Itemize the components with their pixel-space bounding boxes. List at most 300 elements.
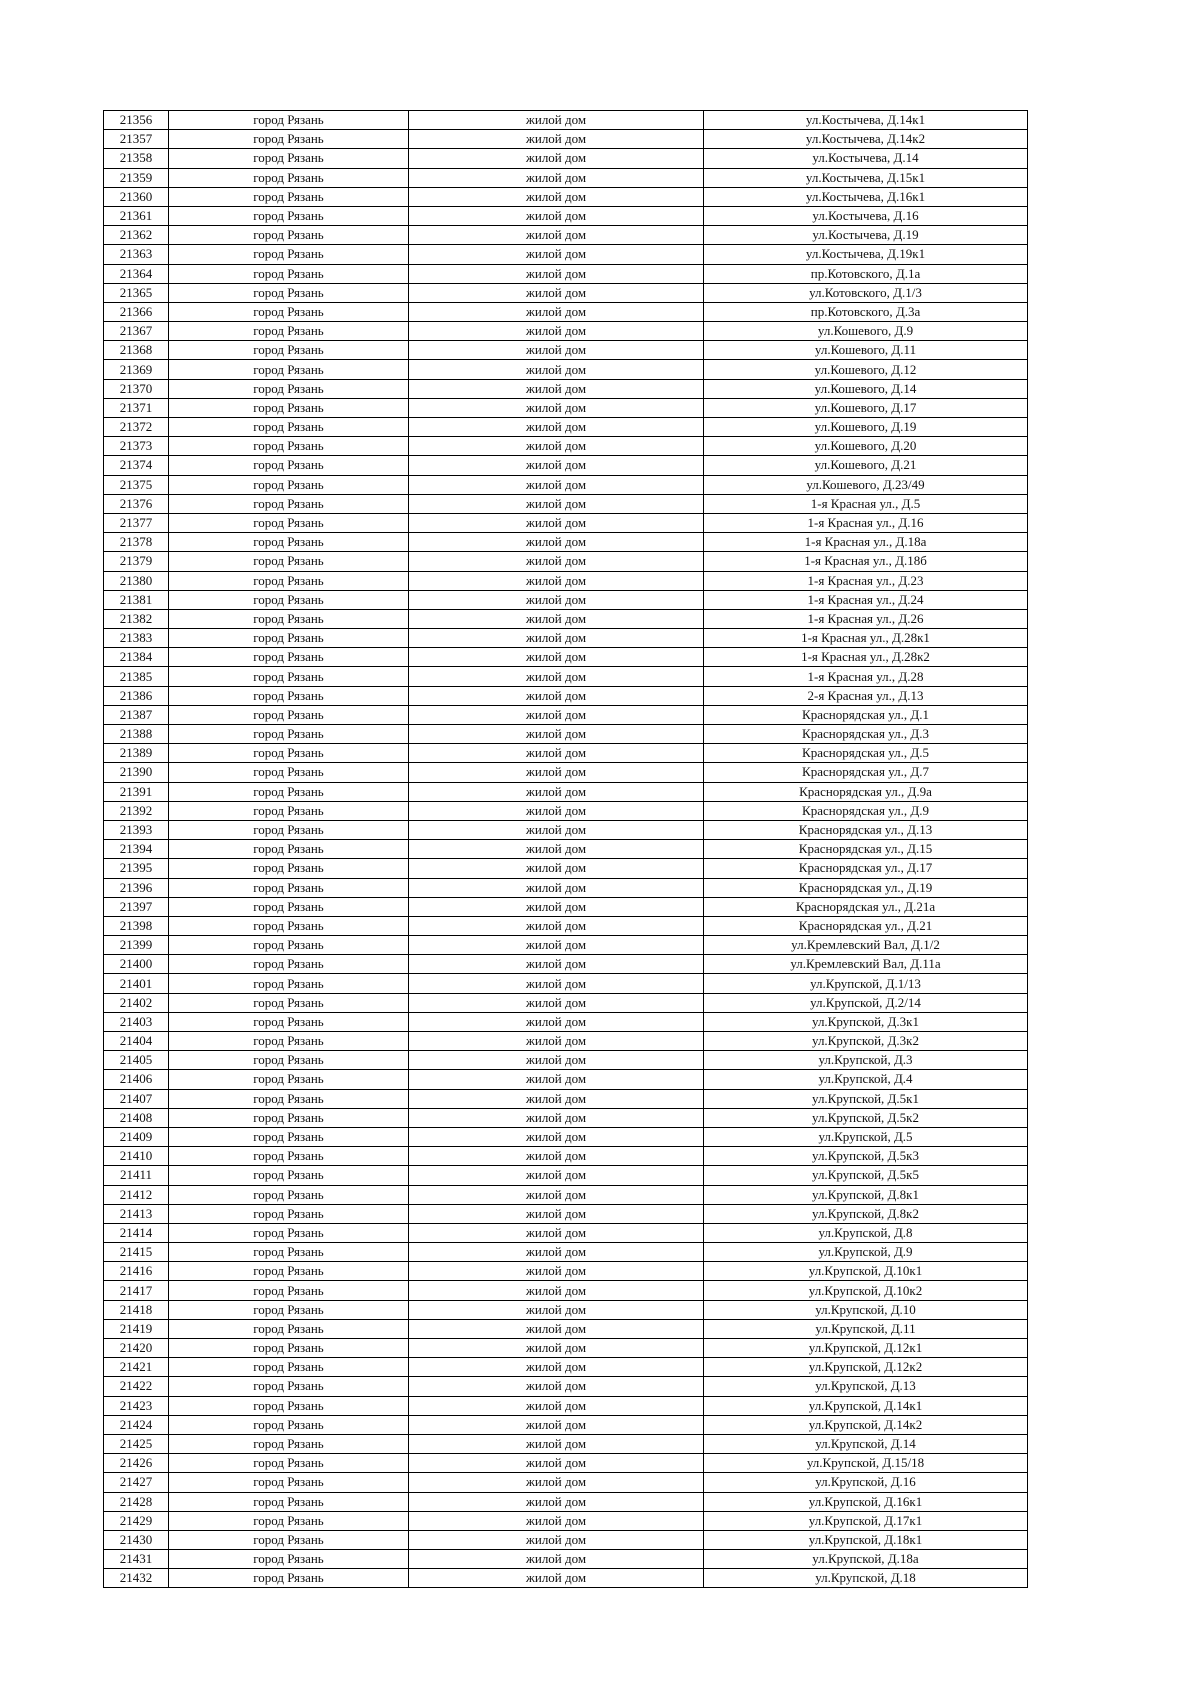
row-number-cell: 21422 — [104, 1377, 169, 1396]
city-cell: город Рязань — [169, 1223, 409, 1242]
row-number-cell: 21357 — [104, 130, 169, 149]
object-type-cell: жилой дом — [409, 187, 704, 206]
object-type-cell: жилой дом — [409, 456, 704, 475]
address-cell: ул.Крупской, Д.5к5 — [704, 1166, 1028, 1185]
city-cell: город Рязань — [169, 111, 409, 130]
address-cell: ул.Крупской, Д.16 — [704, 1473, 1028, 1492]
table-row — [104, 1319, 1028, 1338]
row-number-cell: 21371 — [104, 398, 169, 417]
table-row — [104, 1511, 1028, 1530]
row-number-cell: 21425 — [104, 1434, 169, 1453]
row-number-cell: 21402 — [104, 993, 169, 1012]
object-type-cell: жилой дом — [409, 1550, 704, 1569]
address-registry-table — [103, 110, 1028, 1588]
table-row — [104, 418, 1028, 437]
city-cell: город Рязань — [169, 302, 409, 321]
object-type-cell: жилой дом — [409, 1166, 704, 1185]
table-row — [104, 283, 1028, 302]
row-number-cell: 21366 — [104, 302, 169, 321]
city-cell: город Рязань — [169, 1147, 409, 1166]
object-type-cell: жилой дом — [409, 1262, 704, 1281]
city-cell: город Рязань — [169, 398, 409, 417]
city-cell: город Рязань — [169, 1300, 409, 1319]
object-type-cell: жилой дом — [409, 820, 704, 839]
address-cell: 1-я Красная ул., Д.18а — [704, 533, 1028, 552]
table-row — [104, 322, 1028, 341]
table-row — [104, 801, 1028, 820]
table-row — [104, 1415, 1028, 1434]
object-type-cell: жилой дом — [409, 111, 704, 130]
address-cell: ул.Котовского, Д.1/3 — [704, 283, 1028, 302]
object-type-cell: жилой дом — [409, 1511, 704, 1530]
address-cell: Краснорядская ул., Д.9а — [704, 782, 1028, 801]
table-row — [104, 878, 1028, 897]
object-type-cell: жилой дом — [409, 878, 704, 897]
table-row — [104, 1166, 1028, 1185]
city-cell: город Рязань — [169, 571, 409, 590]
row-number-cell: 21415 — [104, 1243, 169, 1262]
object-type-cell: жилой дом — [409, 974, 704, 993]
object-type-cell: жилой дом — [409, 168, 704, 187]
object-type-cell: жилой дом — [409, 801, 704, 820]
row-number-cell: 21427 — [104, 1473, 169, 1492]
city-cell: город Рязань — [169, 283, 409, 302]
object-type-cell: жилой дом — [409, 1434, 704, 1453]
row-number-cell: 21413 — [104, 1204, 169, 1223]
table-row — [104, 437, 1028, 456]
object-type-cell: жилой дом — [409, 552, 704, 571]
address-cell: ул.Костычева, Д.19к1 — [704, 245, 1028, 264]
row-number-cell: 21399 — [104, 936, 169, 955]
object-type-cell: жилой дом — [409, 418, 704, 437]
city-cell: город Рязань — [169, 1492, 409, 1511]
city-cell: город Рязань — [169, 1396, 409, 1415]
table-row — [104, 936, 1028, 955]
object-type-cell: жилой дом — [409, 341, 704, 360]
table-row — [104, 1108, 1028, 1127]
city-cell: город Рязань — [169, 955, 409, 974]
object-type-cell: жилой дом — [409, 475, 704, 494]
address-cell: Краснорядская ул., Д.3 — [704, 725, 1028, 744]
row-number-cell: 21391 — [104, 782, 169, 801]
row-number-cell: 21383 — [104, 629, 169, 648]
address-cell: ул.Крупской, Д.18к1 — [704, 1530, 1028, 1549]
city-cell: город Рязань — [169, 993, 409, 1012]
table-body — [104, 111, 1028, 1588]
row-number-cell: 21380 — [104, 571, 169, 590]
address-cell: ул.Кошевого, Д.14 — [704, 379, 1028, 398]
row-number-cell: 21374 — [104, 456, 169, 475]
address-cell: ул.Крупской, Д.5 — [704, 1127, 1028, 1146]
city-cell: город Рязань — [169, 1127, 409, 1146]
row-number-cell: 21429 — [104, 1511, 169, 1530]
table-row — [104, 1223, 1028, 1242]
table-row — [104, 264, 1028, 283]
object-type-cell: жилой дом — [409, 1530, 704, 1549]
object-type-cell: жилой дом — [409, 149, 704, 168]
row-number-cell: 21377 — [104, 513, 169, 532]
table-row — [104, 763, 1028, 782]
object-type-cell: жилой дом — [409, 840, 704, 859]
object-type-cell: жилой дом — [409, 130, 704, 149]
address-cell: ул.Кремлевский Вал, Д.1/2 — [704, 936, 1028, 955]
table-row — [104, 609, 1028, 628]
table-row — [104, 1339, 1028, 1358]
city-cell: город Рязань — [169, 1511, 409, 1530]
city-cell: город Рязань — [169, 1204, 409, 1223]
object-type-cell: жилой дом — [409, 686, 704, 705]
object-type-cell: жилой дом — [409, 648, 704, 667]
address-cell: 1-я Красная ул., Д.24 — [704, 590, 1028, 609]
city-cell: город Рязань — [169, 1262, 409, 1281]
table-row — [104, 168, 1028, 187]
object-type-cell: жилой дом — [409, 571, 704, 590]
city-cell: город Рязань — [169, 1166, 409, 1185]
address-cell: Краснорядская ул., Д.7 — [704, 763, 1028, 782]
table-row — [104, 859, 1028, 878]
address-cell: ул.Кошевого, Д.12 — [704, 360, 1028, 379]
row-number-cell: 21416 — [104, 1262, 169, 1281]
row-number-cell: 21408 — [104, 1108, 169, 1127]
object-type-cell: жилой дом — [409, 1339, 704, 1358]
row-number-cell: 21361 — [104, 206, 169, 225]
city-cell: город Рязань — [169, 820, 409, 839]
object-type-cell: жилой дом — [409, 993, 704, 1012]
table-row — [104, 590, 1028, 609]
object-type-cell: жилой дом — [409, 1223, 704, 1242]
row-number-cell: 21421 — [104, 1358, 169, 1377]
row-number-cell: 21393 — [104, 820, 169, 839]
city-cell: город Рязань — [169, 187, 409, 206]
address-cell: 1-я Красная ул., Д.28к2 — [704, 648, 1028, 667]
address-cell: ул.Крупской, Д.14к1 — [704, 1396, 1028, 1415]
table-row — [104, 1396, 1028, 1415]
row-number-cell: 21384 — [104, 648, 169, 667]
table-row — [104, 1358, 1028, 1377]
address-cell: ул.Крупской, Д.3к1 — [704, 1012, 1028, 1031]
table-row — [104, 206, 1028, 225]
city-cell: город Рязань — [169, 801, 409, 820]
object-type-cell: жилой дом — [409, 609, 704, 628]
table-row — [104, 705, 1028, 724]
table-row — [104, 1530, 1028, 1549]
address-cell: ул.Крупской, Д.18 — [704, 1569, 1028, 1588]
address-cell: ул.Кошевого, Д.19 — [704, 418, 1028, 437]
row-number-cell: 21396 — [104, 878, 169, 897]
object-type-cell: жилой дом — [409, 744, 704, 763]
city-cell: город Рязань — [169, 859, 409, 878]
row-number-cell: 21360 — [104, 187, 169, 206]
object-type-cell: жилой дом — [409, 494, 704, 513]
row-number-cell: 21367 — [104, 322, 169, 341]
table-row — [104, 302, 1028, 321]
table-row — [104, 379, 1028, 398]
city-cell: город Рязань — [169, 936, 409, 955]
table-row — [104, 1281, 1028, 1300]
row-number-cell: 21356 — [104, 111, 169, 130]
object-type-cell: жилой дом — [409, 1473, 704, 1492]
city-cell: город Рязань — [169, 1012, 409, 1031]
object-type-cell: жилой дом — [409, 1396, 704, 1415]
city-cell: город Рязань — [169, 513, 409, 532]
address-cell: ул.Крупской, Д.17к1 — [704, 1511, 1028, 1530]
table-row — [104, 782, 1028, 801]
address-cell: ул.Крупской, Д.15/18 — [704, 1454, 1028, 1473]
table-row — [104, 916, 1028, 935]
object-type-cell: жилой дом — [409, 322, 704, 341]
table-row — [104, 111, 1028, 130]
address-cell: ул.Кошевого, Д.9 — [704, 322, 1028, 341]
object-type-cell: жилой дом — [409, 1319, 704, 1338]
table-row — [104, 629, 1028, 648]
row-number-cell: 21397 — [104, 897, 169, 916]
row-number-cell: 21387 — [104, 705, 169, 724]
city-cell: город Рязань — [169, 725, 409, 744]
row-number-cell: 21388 — [104, 725, 169, 744]
row-number-cell: 21363 — [104, 245, 169, 264]
city-cell: город Рязань — [169, 130, 409, 149]
city-cell: город Рязань — [169, 1473, 409, 1492]
table-row — [104, 149, 1028, 168]
city-cell: город Рязань — [169, 1454, 409, 1473]
address-cell: ул.Кошевого, Д.23/49 — [704, 475, 1028, 494]
row-number-cell: 21414 — [104, 1223, 169, 1242]
object-type-cell: жилой дом — [409, 1377, 704, 1396]
row-number-cell: 21375 — [104, 475, 169, 494]
address-cell: Краснорядская ул., Д.19 — [704, 878, 1028, 897]
table-row — [104, 456, 1028, 475]
object-type-cell: жилой дом — [409, 1147, 704, 1166]
city-cell: город Рязань — [169, 494, 409, 513]
table-row — [104, 1147, 1028, 1166]
table-row — [104, 1070, 1028, 1089]
address-cell: ул.Крупской, Д.18а — [704, 1550, 1028, 1569]
city-cell: город Рязань — [169, 648, 409, 667]
city-cell: город Рязань — [169, 475, 409, 494]
table-row — [104, 1012, 1028, 1031]
row-number-cell: 21423 — [104, 1396, 169, 1415]
address-cell: ул.Крупской, Д.10 — [704, 1300, 1028, 1319]
city-cell: город Рязань — [169, 226, 409, 245]
city-cell: город Рязань — [169, 1319, 409, 1338]
object-type-cell: жилой дом — [409, 667, 704, 686]
address-cell: Краснорядская ул., Д.1 — [704, 705, 1028, 724]
row-number-cell: 21385 — [104, 667, 169, 686]
row-number-cell: 21432 — [104, 1569, 169, 1588]
table-row — [104, 226, 1028, 245]
address-cell: ул.Крупской, Д.3 — [704, 1051, 1028, 1070]
object-type-cell: жилой дом — [409, 360, 704, 379]
object-type-cell: жилой дом — [409, 1204, 704, 1223]
city-cell: город Рязань — [169, 379, 409, 398]
address-cell: 1-я Красная ул., Д.26 — [704, 609, 1028, 628]
row-number-cell: 21373 — [104, 437, 169, 456]
address-cell: ул.Костычева, Д.16 — [704, 206, 1028, 225]
object-type-cell: жилой дом — [409, 302, 704, 321]
city-cell: город Рязань — [169, 744, 409, 763]
address-cell: ул.Крупской, Д.13 — [704, 1377, 1028, 1396]
address-cell: 2-я Красная ул., Д.13 — [704, 686, 1028, 705]
address-cell: Краснорядская ул., Д.21а — [704, 897, 1028, 916]
row-number-cell: 21411 — [104, 1166, 169, 1185]
row-number-cell: 21362 — [104, 226, 169, 245]
address-cell: ул.Крупской, Д.4 — [704, 1070, 1028, 1089]
address-cell: ул.Костычева, Д.14 — [704, 149, 1028, 168]
city-cell: город Рязань — [169, 1530, 409, 1549]
object-type-cell: жилой дом — [409, 1415, 704, 1434]
address-cell: 1-я Красная ул., Д.28к1 — [704, 629, 1028, 648]
object-type-cell: жилой дом — [409, 859, 704, 878]
row-number-cell: 21369 — [104, 360, 169, 379]
row-number-cell: 21401 — [104, 974, 169, 993]
address-cell: ул.Крупской, Д.2/14 — [704, 993, 1028, 1012]
city-cell: город Рязань — [169, 322, 409, 341]
address-cell: ул.Крупской, Д.5к2 — [704, 1108, 1028, 1127]
address-cell: Краснорядская ул., Д.5 — [704, 744, 1028, 763]
table-row — [104, 686, 1028, 705]
address-cell: ул.Крупской, Д.3к2 — [704, 1032, 1028, 1051]
table-row — [104, 1204, 1028, 1223]
address-cell: ул.Крупской, Д.11 — [704, 1319, 1028, 1338]
table-row — [104, 1434, 1028, 1453]
address-cell: ул.Крупской, Д.16к1 — [704, 1492, 1028, 1511]
row-number-cell: 21365 — [104, 283, 169, 302]
address-cell: 1-я Красная ул., Д.28 — [704, 667, 1028, 686]
table-row — [104, 513, 1028, 532]
object-type-cell: жилой дом — [409, 629, 704, 648]
city-cell: город Рязань — [169, 1377, 409, 1396]
city-cell: город Рязань — [169, 897, 409, 916]
address-cell: ул.Костычева, Д.16к1 — [704, 187, 1028, 206]
city-cell: город Рязань — [169, 705, 409, 724]
city-cell: город Рязань — [169, 264, 409, 283]
city-cell: город Рязань — [169, 341, 409, 360]
table-row — [104, 475, 1028, 494]
object-type-cell: жилой дом — [409, 283, 704, 302]
row-number-cell: 21398 — [104, 916, 169, 935]
city-cell: город Рязань — [169, 456, 409, 475]
address-cell: 1-я Красная ул., Д.18б — [704, 552, 1028, 571]
city-cell: город Рязань — [169, 418, 409, 437]
table-row — [104, 245, 1028, 264]
address-cell: Краснорядская ул., Д.17 — [704, 859, 1028, 878]
address-cell: ул.Кошевого, Д.21 — [704, 456, 1028, 475]
city-cell: город Рязань — [169, 916, 409, 935]
row-number-cell: 21376 — [104, 494, 169, 513]
table-row — [104, 1300, 1028, 1319]
address-cell: ул.Крупской, Д.12к2 — [704, 1358, 1028, 1377]
city-cell: город Рязань — [169, 1089, 409, 1108]
city-cell: город Рязань — [169, 667, 409, 686]
city-cell: город Рязань — [169, 1108, 409, 1127]
address-cell: 1-я Красная ул., Д.16 — [704, 513, 1028, 532]
table-row — [104, 494, 1028, 513]
address-cell: ул.Крупской, Д.5к3 — [704, 1147, 1028, 1166]
city-cell: город Рязань — [169, 782, 409, 801]
city-cell: город Рязань — [169, 1434, 409, 1453]
city-cell: город Рязань — [169, 1032, 409, 1051]
address-cell: ул.Костычева, Д.14к2 — [704, 130, 1028, 149]
table-row — [104, 552, 1028, 571]
table-row — [104, 533, 1028, 552]
city-cell: город Рязань — [169, 974, 409, 993]
row-number-cell: 21390 — [104, 763, 169, 782]
row-number-cell: 21364 — [104, 264, 169, 283]
object-type-cell: жилой дом — [409, 590, 704, 609]
address-cell: ул.Кошевого, Д.20 — [704, 437, 1028, 456]
row-number-cell: 21381 — [104, 590, 169, 609]
table-row — [104, 897, 1028, 916]
address-cell: 1-я Красная ул., Д.5 — [704, 494, 1028, 513]
address-cell: Краснорядская ул., Д.15 — [704, 840, 1028, 859]
city-cell: город Рязань — [169, 1281, 409, 1300]
row-number-cell: 21395 — [104, 859, 169, 878]
address-cell: ул.Костычева, Д.15к1 — [704, 168, 1028, 187]
object-type-cell: жилой дом — [409, 1032, 704, 1051]
city-cell: город Рязань — [169, 1550, 409, 1569]
table-row — [104, 1089, 1028, 1108]
object-type-cell: жилой дом — [409, 1108, 704, 1127]
city-cell: город Рязань — [169, 840, 409, 859]
city-cell: город Рязань — [169, 1070, 409, 1089]
address-cell: 1-я Красная ул., Д.23 — [704, 571, 1028, 590]
row-number-cell: 21420 — [104, 1339, 169, 1358]
object-type-cell: жилой дом — [409, 916, 704, 935]
table-row — [104, 1127, 1028, 1146]
table-row — [104, 1550, 1028, 1569]
object-type-cell: жилой дом — [409, 437, 704, 456]
object-type-cell: жилой дом — [409, 1051, 704, 1070]
object-type-cell: жилой дом — [409, 725, 704, 744]
row-number-cell: 21394 — [104, 840, 169, 859]
row-number-cell: 21410 — [104, 1147, 169, 1166]
row-number-cell: 21406 — [104, 1070, 169, 1089]
object-type-cell: жилой дом — [409, 1070, 704, 1089]
object-type-cell: жилой дом — [409, 1492, 704, 1511]
row-number-cell: 21412 — [104, 1185, 169, 1204]
city-cell: город Рязань — [169, 206, 409, 225]
city-cell: город Рязань — [169, 552, 409, 571]
row-number-cell: 21392 — [104, 801, 169, 820]
address-cell: пр.Котовского, Д.1а — [704, 264, 1028, 283]
table-row — [104, 1569, 1028, 1588]
row-number-cell: 21389 — [104, 744, 169, 763]
city-cell: город Рязань — [169, 590, 409, 609]
address-cell: ул.Крупской, Д.8 — [704, 1223, 1028, 1242]
table-row — [104, 820, 1028, 839]
object-type-cell: жилой дом — [409, 782, 704, 801]
row-number-cell: 21372 — [104, 418, 169, 437]
city-cell: город Рязань — [169, 1243, 409, 1262]
row-number-cell: 21407 — [104, 1089, 169, 1108]
object-type-cell: жилой дом — [409, 1127, 704, 1146]
object-type-cell: жилой дом — [409, 936, 704, 955]
table-row — [104, 667, 1028, 686]
object-type-cell: жилой дом — [409, 513, 704, 532]
address-cell: ул.Костычева, Д.19 — [704, 226, 1028, 245]
row-number-cell: 21403 — [104, 1012, 169, 1031]
row-number-cell: 21359 — [104, 168, 169, 187]
table-row — [104, 341, 1028, 360]
table-row — [104, 130, 1028, 149]
row-number-cell: 21370 — [104, 379, 169, 398]
city-cell: город Рязань — [169, 629, 409, 648]
row-number-cell: 21417 — [104, 1281, 169, 1300]
table-row — [104, 1032, 1028, 1051]
city-cell: город Рязань — [169, 437, 409, 456]
object-type-cell: жилой дом — [409, 379, 704, 398]
object-type-cell: жилой дом — [409, 206, 704, 225]
